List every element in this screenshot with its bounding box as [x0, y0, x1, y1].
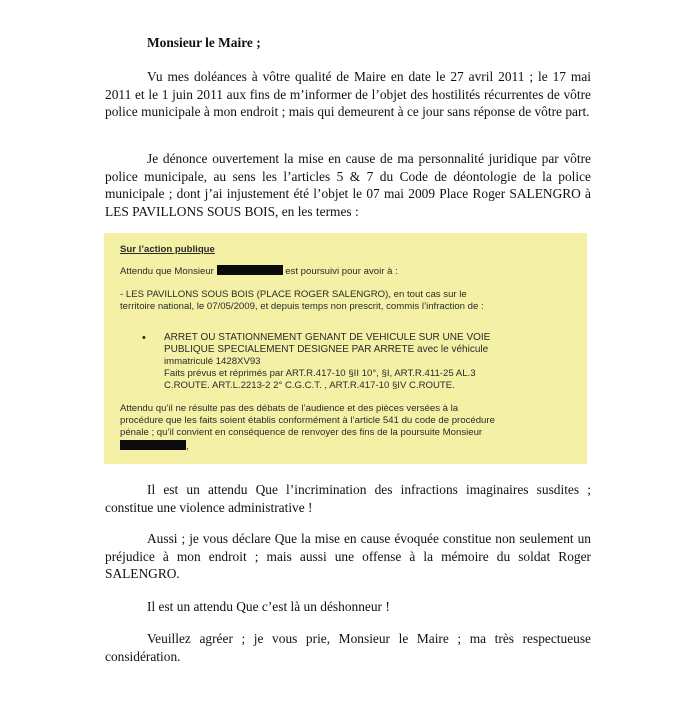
paragraph-declaration [105, 530, 591, 583]
paragraph-closing: Veuillez agréer ; je vous prie, Monsieur le Maire ; ma très respectueuse considération. [105, 631, 591, 664]
salutation: Monsieur le Maire ; [147, 35, 261, 50]
excerpt-line-10: procédure que les faits soient établis conformément à l’article 541 du code de procédure [120, 415, 495, 426]
excerpt-line-1 [120, 265, 398, 278]
excerpt-line-3: territoire national, le 07/05/2009, et depuis temps non prescrit, commis l’infraction de : [120, 301, 484, 312]
excerpt-line-12 [120, 440, 189, 453]
excerpt-line-11: pénale ; qu’il convient en conséquence de renvoyer des fins de la poursuite Monsieur [120, 427, 483, 438]
excerpt-line-5: PUBLIQUE SPECIALEMENT DESIGNEE PAR ARRETE avec le véhicule [164, 344, 489, 355]
excerpt-line-8: C.ROUTE. ART.L.2213-2 2° C.G.C.T. , ART.R.417-10 §IV C.ROUTE. [164, 380, 455, 391]
excerpt-heading: Sur l’action publique [120, 244, 215, 255]
paragraph-declaration-text: Aussi ; je vous déclare Que la mise en cause évoquée constitue non seulement un préjudice à mon endroit ; mais aussi une offense à la mémoire du soldat Roger [105, 531, 591, 564]
redacted-name-block [120, 440, 186, 450]
excerpt-line-7: Faits prévus et réprimés par ART.R.417-10 §II 10°, §I, ART.R.411-25 AL.3 [164, 368, 476, 379]
excerpt-line-6: immatriculé 1428XV93 [164, 356, 261, 367]
excerpt-line-2: - LES PAVILLONS SOUS BOIS (PLACE ROGER SALENGRO), en tout cas sur le [120, 289, 467, 300]
excerpt-line-1-start: Attendu que Monsieur [120, 266, 214, 277]
paragraph-denunciation-end: , en les termes : [275, 203, 359, 219]
scanned-judgment-excerpt [104, 233, 587, 464]
excerpt-line-4: ARRET OU STATIONNEMENT GENANT DE VEHICULE SUR UNE VOIE [164, 332, 491, 343]
paragraph-incrimination: Il est un attendu Que l’incrimination des infractions imaginaires susdites ; constitue une violence administrative ! [105, 482, 591, 515]
paragraph-denunciation [105, 150, 591, 220]
redacted-name-block [217, 265, 283, 275]
excerpt-line-9: Attendu qu’il ne résulte pas des débats de l’audience et des pièces versées à la [120, 403, 459, 414]
paragraph-denunciation-text: Je dénonce ouvertement la mise en cause de ma personnalité juridique par vôtre police municipale, au sens les l’articles 5 & 7 du Code de déontologie de la police municipale ; dont j’ai injustement été l’objet le 07 mai 2009 Place Roger [105, 151, 591, 201]
excerpt-line-12-end: , [186, 441, 189, 452]
paragraph-complaints: Vu mes doléances à vôtre qualité de Maire en date le 27 avril 2011 ; le 17 mai 2011 et le 1 juin 2011 aux fins de m’informer de l’objet des hostilités récurrentes de vôtre police municipale à mon endroit ; mais qui demeurent à ce jour sans réponse de vôtre part. [105, 69, 591, 119]
paragraph-declaration-end: . [176, 566, 180, 581]
bullet-icon: • [142, 332, 146, 344]
paragraph-dishonour: Il est un attendu Que c’est là un déshonneur ! [147, 599, 390, 614]
paragraph-denunciation-place: SALENGRO à LES PAVILLONS SOUS BOIS [105, 186, 592, 219]
paragraph-declaration-name: SALENGRO [105, 566, 177, 581]
excerpt-line-1-end: est poursuivi pour avoir à : [285, 266, 398, 277]
